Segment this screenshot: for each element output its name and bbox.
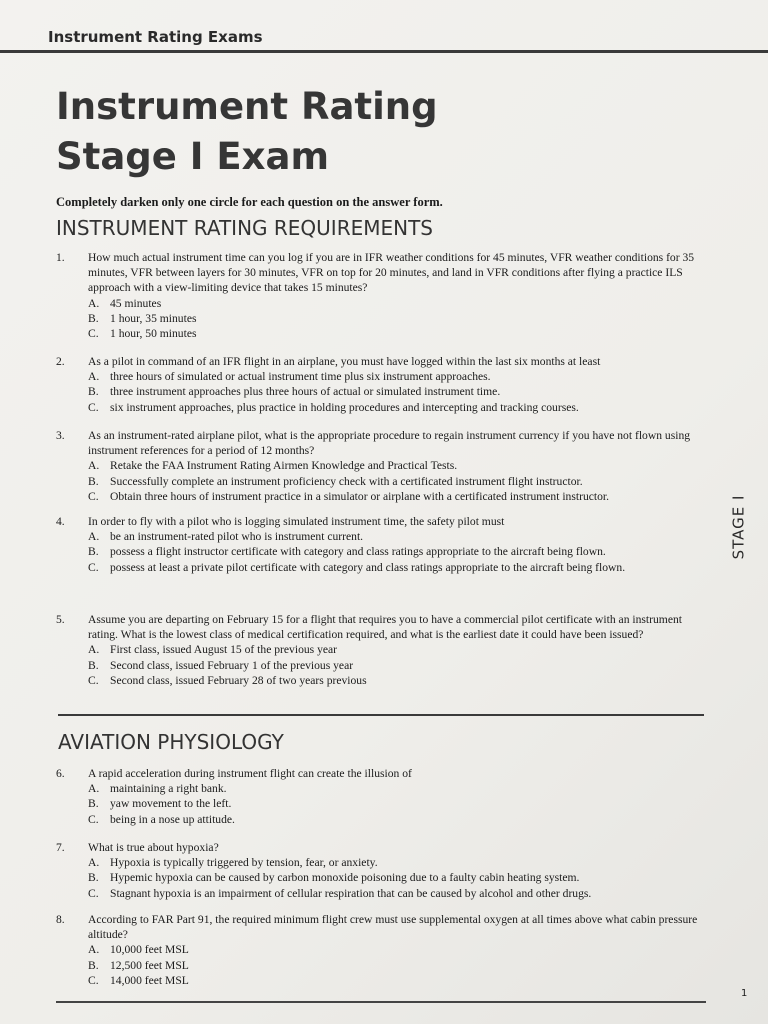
- question-2: [56, 354, 706, 415]
- option-text: being in a nose up attitude.: [110, 812, 235, 826]
- question-8: [56, 912, 706, 988]
- stage-side-tab-label: STAGE I: [729, 494, 747, 560]
- option-text: possess at least a private pilot certificate with category and class ratings appropriate to the aircraft being flown.: [110, 560, 626, 574]
- option-text: 1 hour, 35 minutes: [110, 311, 197, 325]
- question-stem: What is true about hypoxia?: [88, 841, 219, 854]
- section-heading-requirements: INSTRUMENT RATING REQUIREMENTS: [56, 216, 433, 240]
- question-number: 2.: [56, 355, 65, 368]
- option-text: Second class, issued February 28 of two years previous: [110, 673, 367, 687]
- answer-option: [88, 973, 706, 988]
- answer-option: [88, 870, 706, 885]
- option-text: maintaining a right bank.: [110, 782, 227, 796]
- running-head: Instrument Rating Exams: [48, 28, 263, 46]
- option-letter: A.: [88, 530, 100, 544]
- option-letter: B.: [88, 797, 99, 811]
- question-number: 1.: [56, 251, 65, 264]
- answer-option: [88, 812, 706, 827]
- title-line-2: Stage I Exam: [56, 135, 330, 178]
- option-text: six instrument approaches, plus practice in holding procedures and intercepting and tracking courses.: [110, 400, 579, 414]
- answer-option: [88, 400, 706, 415]
- option-letter: A.: [88, 370, 100, 384]
- answer-option: [88, 544, 706, 559]
- question-5: [56, 612, 706, 688]
- section-divider: [58, 714, 704, 716]
- option-text: yaw movement to the left.: [110, 797, 232, 811]
- answer-option: [88, 673, 706, 688]
- option-letter: A.: [88, 856, 100, 870]
- option-text: Retake the FAA Instrument Rating Airmen Knowledge and Practical Tests.: [110, 459, 458, 473]
- option-text: Hypemic hypoxia can be caused by carbon monoxide poisoning due to a faulty cabin heating system.: [110, 871, 580, 885]
- page-number: 1: [741, 988, 748, 999]
- option-text: three instrument approaches plus three hours of actual or simulated instrument time.: [110, 385, 501, 399]
- option-letter: A.: [88, 643, 100, 657]
- answer-option: [88, 781, 706, 796]
- option-letter: C.: [88, 400, 99, 414]
- answer-option: [88, 658, 706, 673]
- answer-option: [88, 458, 706, 473]
- option-letter: B.: [88, 871, 99, 885]
- option-letter: C.: [88, 886, 99, 900]
- answer-option: [88, 958, 706, 973]
- answer-option: [88, 529, 706, 544]
- option-text: Stagnant hypoxia is an impairment of cellular respiration that can be caused by alcohol and other drugs.: [110, 886, 592, 900]
- question-stem: How much actual instrument time can you log if you are in IFR weather conditions for 45 minutes, VFR weather conditions for 35 minutes, VFR between layers for 30 minutes, VFR on top for 20 minutes, and land in VFR conditions after flying a practice ILS approach with a view-limiting device that takes 15 minutes?: [88, 251, 695, 295]
- question-number: 6.: [56, 767, 65, 780]
- answer-option: [88, 474, 706, 489]
- option-letter: C.: [88, 673, 99, 687]
- answer-option: [88, 311, 706, 326]
- option-text: Second class, issued February 1 of the previous year: [110, 658, 354, 672]
- question-stem: As an instrument-rated airplane pilot, what is the appropriate procedure to regain instrument currency if you have not flown using instrument references for a period of 12 months?: [88, 429, 691, 458]
- option-text: possess a flight instructor certificate with category and class ratings appropriate to the aircraft being flown.: [110, 545, 606, 559]
- option-letter: B.: [88, 658, 99, 672]
- header-rule: [0, 50, 768, 53]
- question-number: 3.: [56, 429, 65, 442]
- title-line-1: Instrument Rating: [56, 85, 438, 128]
- option-letter: A.: [88, 943, 100, 957]
- question-stem: A rapid acceleration during instrument flight can create the illusion of: [88, 767, 412, 780]
- option-letter: B.: [88, 474, 99, 488]
- answer-option: [88, 796, 706, 811]
- page-title: [56, 82, 438, 182]
- option-letter: C.: [88, 973, 99, 987]
- question-1: [56, 250, 706, 341]
- question-number: 8.: [56, 913, 65, 926]
- option-letter: B.: [88, 385, 99, 399]
- answer-option: [88, 855, 706, 870]
- option-text: three hours of simulated or actual instrument time plus six instrument approaches.: [110, 370, 491, 384]
- answer-option: [88, 296, 706, 311]
- option-text: 10,000 feet MSL: [110, 943, 189, 957]
- question-number: 7.: [56, 841, 65, 854]
- option-text: Hypoxia is typically triggered by tension, fear, or anxiety.: [110, 856, 378, 870]
- answer-option: [88, 369, 706, 384]
- option-letter: A.: [88, 459, 100, 473]
- option-letter: B.: [88, 958, 99, 972]
- question-7: [56, 840, 706, 901]
- answer-option: [88, 489, 706, 504]
- question-number: 5.: [56, 613, 65, 626]
- footer-rule: [56, 1001, 706, 1003]
- question-4: [56, 514, 706, 575]
- option-letter: C.: [88, 812, 99, 826]
- answer-option: [88, 560, 706, 575]
- option-letter: C.: [88, 327, 99, 341]
- answer-option: [88, 942, 706, 957]
- option-text: 14,000 feet MSL: [110, 973, 189, 987]
- answer-option: [88, 326, 706, 341]
- option-text: be an instrument-rated pilot who is instrument current.: [110, 530, 364, 544]
- answer-option: [88, 886, 706, 901]
- question-stem: According to FAR Part 91, the required minimum flight crew must use supplemental oxygen at all times above what cabin pressure altitude?: [88, 913, 698, 942]
- option-text: First class, issued August 15 of the previous year: [110, 643, 338, 657]
- question-stem: Assume you are departing on February 15 for a flight that requires you to have a commercial pilot certificate with an instrument rating. What is the lowest class of medical certification required, and what is the earliest date it could have been issued?: [88, 613, 682, 642]
- option-letter: C.: [88, 489, 99, 503]
- option-text: Successfully complete an instrument proficiency check with a certificated instrument flight instructor.: [110, 474, 583, 488]
- option-letter: A.: [88, 296, 100, 310]
- option-letter: C.: [88, 560, 99, 574]
- section-heading-physiology: AVIATION PHYSIOLOGY: [58, 730, 284, 754]
- question-stem: In order to fly with a pilot who is logging simulated instrument time, the safety pilot must: [88, 515, 505, 528]
- question-6: [56, 766, 706, 827]
- question-3: [56, 428, 706, 504]
- answer-option: [88, 642, 706, 657]
- option-letter: A.: [88, 782, 100, 796]
- option-text: Obtain three hours of instrument practice in a simulator or airplane with a certificated instrument instructor.: [110, 489, 610, 503]
- stage-side-tab: [718, 488, 758, 566]
- option-text: 12,500 feet MSL: [110, 958, 189, 972]
- question-stem: As a pilot in command of an IFR flight in an airplane, you must have logged within the last six months at least: [88, 355, 601, 368]
- option-letter: B.: [88, 545, 99, 559]
- instructions: Completely darken only one circle for each question on the answer form.: [56, 195, 443, 209]
- answer-option: [88, 384, 706, 399]
- option-letter: B.: [88, 311, 99, 325]
- option-text: 1 hour, 50 minutes: [110, 327, 197, 341]
- option-text: 45 minutes: [110, 296, 162, 310]
- question-number: 4.: [56, 515, 65, 528]
